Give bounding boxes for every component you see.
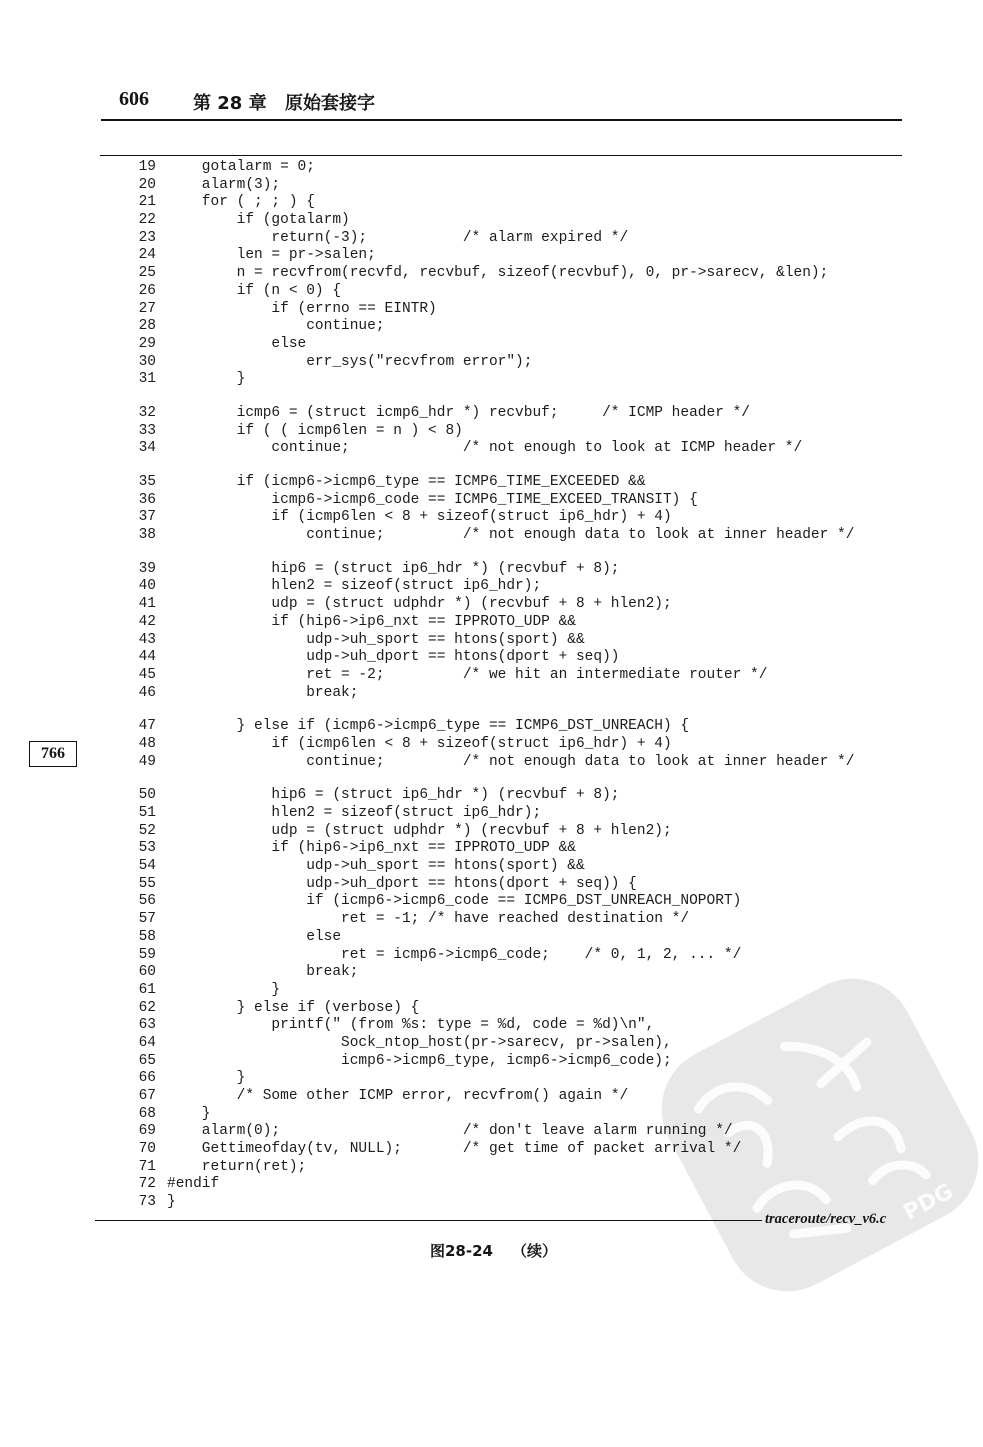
line-number: 44 <box>138 649 156 666</box>
code-text: } <box>167 1194 176 1211</box>
line-number: 34 <box>138 440 156 457</box>
code-line <box>0 283 983 301</box>
code-line <box>0 893 983 911</box>
code-line <box>0 685 983 703</box>
code-line <box>0 301 983 319</box>
line-number: 50 <box>138 787 156 804</box>
code-text: if (errno == EINTR) <box>167 300 437 317</box>
code-group <box>0 474 983 545</box>
line-number: 40 <box>138 578 156 595</box>
line-number: 45 <box>138 666 156 683</box>
line-number: 19 <box>138 159 156 175</box>
line-number: 71 <box>138 1158 156 1175</box>
code-text: if ( ( icmp6len = n ) < 8) <box>167 422 463 439</box>
chapter-title: 原始套接字 <box>285 93 375 114</box>
code-text: } <box>167 1105 211 1122</box>
code-text: if (hip6->ip6_nxt == IPPROTO_UDP && <box>167 613 576 630</box>
line-number: 35 <box>138 474 156 490</box>
line-number: 62 <box>138 999 156 1016</box>
line-number: 61 <box>138 981 156 998</box>
line-number: 41 <box>138 596 156 613</box>
line-number: 56 <box>138 893 156 910</box>
code-text: /* Some other ICMP error, recvfrom() again */ <box>167 1088 629 1104</box>
line-number: 57 <box>138 911 156 928</box>
line-number: 27 <box>138 300 156 317</box>
code-line <box>0 336 983 354</box>
code-text: else <box>167 928 342 945</box>
line-number: 58 <box>138 928 156 945</box>
line-number: 42 <box>138 613 156 630</box>
code-line <box>0 1141 983 1159</box>
code-line <box>0 177 983 195</box>
code-line <box>0 1088 983 1106</box>
code-text: break; <box>167 684 359 701</box>
code-line <box>0 561 983 579</box>
margin-page-reference: 766 <box>29 741 77 767</box>
code-text: } else if (verbose) { <box>167 999 420 1016</box>
code-line <box>0 371 983 389</box>
code-line <box>0 1123 983 1141</box>
code-line <box>0 423 983 441</box>
code-line <box>0 318 983 336</box>
figure-caption-suffix: （续） <box>512 1242 558 1260</box>
code-line <box>0 736 983 754</box>
code-text: udp->uh_sport == htons(sport) && <box>167 858 585 875</box>
code-line <box>0 1106 983 1124</box>
code-line <box>0 527 983 545</box>
line-number: 69 <box>138 1123 156 1140</box>
line-number: 52 <box>138 822 156 839</box>
code-line <box>0 876 983 894</box>
code-line <box>0 840 983 858</box>
line-number: 47 <box>138 718 156 735</box>
code-line <box>0 964 983 982</box>
code-text: hlen2 = sizeof(struct ip6_hdr); <box>167 805 542 821</box>
code-line <box>0 578 983 596</box>
code-line <box>0 159 983 177</box>
line-number: 49 <box>138 753 156 770</box>
code-text: if (icmp6len < 8 + sizeof(struct ip6_hdr) + 4) <box>167 509 672 526</box>
code-line <box>0 805 983 823</box>
code-line <box>0 596 983 614</box>
code-text: hip6 = (struct ip6_hdr *) (recvbuf + 8); <box>167 787 620 804</box>
code-text: else <box>167 335 307 352</box>
code-line <box>0 194 983 212</box>
header-rule <box>101 119 902 121</box>
code-line <box>0 1159 983 1177</box>
code-line <box>0 1176 983 1194</box>
code-text: if (icmp6->icmp6_type == ICMP6_TIME_EXCEEDED && <box>167 474 646 490</box>
line-number: 48 <box>138 735 156 752</box>
code-text: udp = (struct udphdr *) (recvbuf + 8 + hlen2); <box>167 596 672 613</box>
code-line <box>0 787 983 805</box>
code-text: continue; <box>167 318 385 335</box>
code-text: if (icmp6len < 8 + sizeof(struct ip6_hdr) + 4) <box>167 735 672 752</box>
code-line <box>0 212 983 230</box>
line-number: 39 <box>138 560 156 577</box>
code-line <box>0 754 983 772</box>
code-text: hlen2 = sizeof(struct ip6_hdr); <box>167 578 542 595</box>
line-number: 59 <box>138 946 156 963</box>
code-line <box>0 823 983 841</box>
code-line <box>0 1017 983 1035</box>
code-line <box>0 929 983 947</box>
line-number: 37 <box>138 509 156 526</box>
code-line <box>0 405 983 423</box>
line-number: 46 <box>138 684 156 701</box>
code-text: n = recvfrom(recvfd, recvbuf, sizeof(recvbuf), 0, pr->sarecv, &len); <box>167 265 829 282</box>
code-line <box>0 265 983 283</box>
code-text: #endif <box>167 1176 220 1193</box>
line-number: 23 <box>138 229 156 246</box>
code-text: if (icmp6->icmp6_code == ICMP6_DST_UNREACH_NOPORT) <box>167 893 742 910</box>
line-number: 66 <box>138 1070 156 1087</box>
code-text: Sock_ntop_host(pr->sarecv, pr->salen), <box>167 1034 672 1051</box>
code-line <box>0 632 983 650</box>
code-line <box>0 1053 983 1071</box>
code-text: if (n < 0) { <box>167 282 342 299</box>
watermark-text: PDG <box>899 1179 958 1226</box>
code-line <box>0 1000 983 1018</box>
code-line <box>0 667 983 685</box>
line-number: 25 <box>138 265 156 282</box>
line-number: 51 <box>138 805 156 821</box>
listing-top-rule <box>100 155 902 156</box>
line-number: 29 <box>138 335 156 352</box>
line-number: 67 <box>138 1088 156 1104</box>
code-text: continue; /* not enough data to look at inner header */ <box>167 753 855 770</box>
line-number: 60 <box>138 964 156 981</box>
code-group <box>0 561 983 703</box>
code-group <box>0 405 983 458</box>
listing-filename: traceroute/recv_v6.c <box>765 1211 887 1227</box>
line-number: 63 <box>138 1017 156 1034</box>
code-line <box>0 982 983 1000</box>
page-number: 606 <box>119 88 149 110</box>
code-text: if (hip6->ip6_nxt == IPPROTO_UDP && <box>167 840 576 857</box>
chapter-number: 第 28 章 <box>193 93 267 114</box>
code-group <box>0 159 983 389</box>
code-text: len = pr->salen; <box>167 247 376 264</box>
code-text: return(ret); <box>167 1158 307 1175</box>
code-text: for ( ; ; ) { <box>167 194 315 211</box>
code-line <box>0 247 983 265</box>
code-line <box>0 474 983 492</box>
line-number: 73 <box>138 1194 156 1211</box>
code-text: udp->uh_sport == htons(sport) && <box>167 631 585 648</box>
line-number: 21 <box>138 194 156 211</box>
code-text: continue; /* not enough data to look at inner header */ <box>167 527 855 544</box>
code-text: ret = -1; /* have reached destination */ <box>167 911 690 928</box>
code-text: err_sys("recvfrom error"); <box>167 353 533 370</box>
line-number: 55 <box>138 875 156 892</box>
code-text: icmp6 = (struct icmp6_hdr *) recvbuf; /* ICMP header */ <box>167 404 750 421</box>
code-line <box>0 492 983 510</box>
code-text: Gettimeofday(tv, NULL); /* get time of packet arrival */ <box>167 1141 742 1158</box>
code-text: } <box>167 981 281 998</box>
code-text: ret = -2; /* we hit an intermediate router */ <box>167 666 768 683</box>
line-number: 72 <box>138 1176 156 1193</box>
code-text: icmp6->icmp6_code == ICMP6_TIME_EXCEED_TRANSIT) { <box>167 491 698 508</box>
code-text: udp->uh_dport == htons(dport + seq)) { <box>167 875 637 892</box>
code-text: udp->uh_dport == htons(dport + seq)) <box>167 649 620 666</box>
code-text: } <box>167 1070 246 1087</box>
code-line <box>0 911 983 929</box>
code-line <box>0 1035 983 1053</box>
line-number: 70 <box>138 1141 156 1158</box>
code-listing <box>0 159 983 1212</box>
code-text: hip6 = (struct ip6_hdr *) (recvbuf + 8); <box>167 560 620 577</box>
code-text: alarm(3); <box>167 176 281 193</box>
line-number: 31 <box>138 371 156 388</box>
line-number: 53 <box>138 840 156 857</box>
line-number: 54 <box>138 858 156 875</box>
line-number: 36 <box>138 491 156 508</box>
listing-bottom-rule <box>95 1220 762 1221</box>
line-number: 33 <box>138 422 156 439</box>
line-number: 24 <box>138 247 156 264</box>
line-number: 28 <box>138 318 156 335</box>
code-line <box>0 354 983 372</box>
code-group <box>0 787 983 1212</box>
code-text: icmp6->icmp6_type, icmp6->icmp6_code); <box>167 1052 672 1069</box>
code-text: ret = icmp6->icmp6_code; /* 0, 1, 2, ... */ <box>167 946 742 963</box>
code-line <box>0 858 983 876</box>
code-line <box>0 440 983 458</box>
code-line <box>0 1194 983 1212</box>
code-text: return(-3); /* alarm expired */ <box>167 229 629 246</box>
line-number: 38 <box>138 527 156 544</box>
code-text: udp = (struct udphdr *) (recvbuf + 8 + hlen2); <box>167 822 672 839</box>
code-text: break; <box>167 964 359 981</box>
code-text: printf(" (from %s: type = %d, code = %d)\n", <box>167 1017 655 1034</box>
line-number: 65 <box>138 1052 156 1069</box>
line-number: 22 <box>138 212 156 229</box>
code-text: alarm(0); /* don't leave alarm running */ <box>167 1123 733 1140</box>
code-line <box>0 718 983 736</box>
code-line <box>0 649 983 667</box>
code-line <box>0 614 983 632</box>
code-text: continue; /* not enough to look at ICMP header */ <box>167 440 803 457</box>
line-number: 30 <box>138 353 156 370</box>
code-text: } else if (icmp6->icmp6_type == ICMP6_DST_UNREACH) { <box>167 718 690 735</box>
code-line <box>0 1070 983 1088</box>
code-line <box>0 947 983 965</box>
figure-caption-label: 图28-24 <box>430 1242 493 1260</box>
code-text: } <box>167 371 246 388</box>
code-line <box>0 509 983 527</box>
code-text: if (gotalarm) <box>167 212 350 229</box>
code-group <box>0 718 983 771</box>
line-number: 26 <box>138 282 156 299</box>
code-text: gotalarm = 0; <box>167 159 315 175</box>
line-number: 43 <box>138 631 156 648</box>
line-number: 20 <box>138 176 156 193</box>
code-line <box>0 230 983 248</box>
line-number: 68 <box>138 1105 156 1122</box>
line-number: 64 <box>138 1034 156 1051</box>
line-number: 32 <box>138 404 156 421</box>
